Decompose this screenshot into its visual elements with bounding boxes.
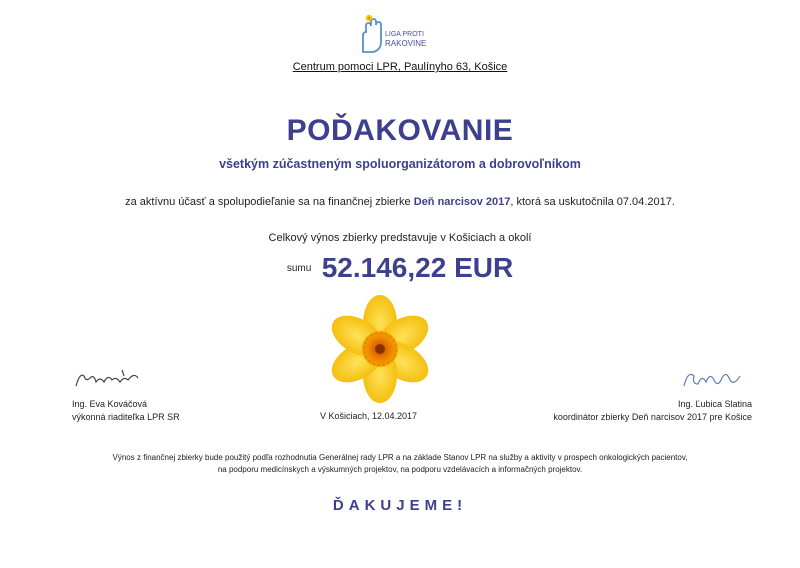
signature-right [678,366,748,392]
sum-value: 52.146,22 EUR [321,252,514,283]
closing-thanks: ĎAKUJEME! [332,497,468,514]
thanks-line [0,196,800,208]
hand-daffodil-logo-icon [363,15,381,52]
right-signatory-role: koordinátor zbierky Deň narcisov 2017 pre Košice [553,412,752,422]
left-signatory-role: výkonná riaditeľka LPR SR [72,412,180,422]
logo-text [385,30,426,48]
logo-line-1: LIGA PROTI [385,31,424,38]
footer-note [0,452,800,476]
center-address: Centrum pomoci LPR, Paulínyho 63, Košice [292,61,508,73]
thanks-suffix: , ktorá sa uskutočnila 07.04.2017. [510,196,675,208]
left-signatory [72,398,180,424]
subtitle: všetkým zúčastneným spoluorganizátorom a dobrovoľníkom [219,157,581,171]
right-signatory [553,398,752,424]
left-signatory-name: Ing. Eva Kováčová [72,399,148,409]
signature-left [74,366,154,392]
right-signatory-name: Ing. Ľubica Slatina [677,399,752,409]
thanks-prefix: za aktívnu účasť a spolupodieľanie sa na finančnej zbierke [125,196,414,208]
footer-line-2: na podporu medicínskych a výskumných projektov, na podporu vzdelávacích a informačných projektov. [217,465,583,474]
daffodil-flower-icon [324,295,436,405]
event-name: Deň narcisov 2017 [413,196,511,208]
sum-row [0,252,800,284]
logo-line-2: RAKOVINE [385,39,427,48]
date-line: V Košiciach, 12.04.2017 [320,411,418,421]
footer-line-1: Výnos z finančnej zbierky bude použitý podľa rozhodnutia Generálnej rady LPR a na základe Stanov LPR na služby a aktivity v prospech onkologických pacientov, [112,453,688,462]
page-title: POĎAKOVANIE [286,114,514,147]
sum-label: sumu [286,262,312,274]
total-text: Celkový výnos zbierky predstavuje v Košiciach a okolí [268,232,532,244]
